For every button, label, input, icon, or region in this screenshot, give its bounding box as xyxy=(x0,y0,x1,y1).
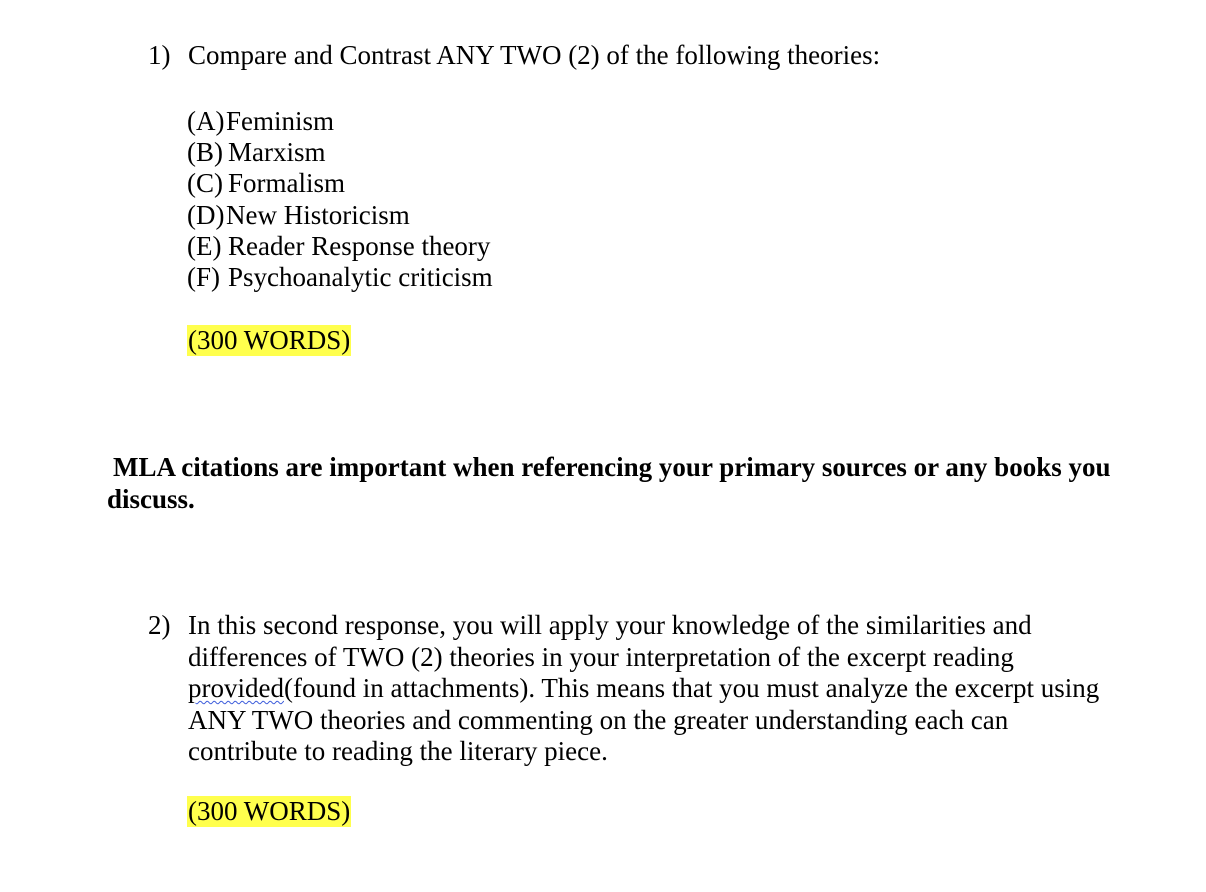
question-2-line-2: differences of TWO (2) theories in your interpretation of the excerpt reading xyxy=(188,641,1014,672)
spellcheck-flagged-word[interactable]: provided xyxy=(188,673,284,703)
question-2-line-1: In this second response, you will apply your knowledge of the similarities and xyxy=(188,610,1032,640)
question-2-word-count: (300 WORDS) xyxy=(188,796,351,826)
option-feminism xyxy=(187,106,493,137)
mla-note-line-2: discuss. xyxy=(107,484,195,514)
option-label: Psychoanalytic criticism xyxy=(228,261,493,292)
option-label: Marxism xyxy=(228,137,326,168)
option-letter: (E) xyxy=(187,230,222,261)
option-letter: (D) xyxy=(187,199,225,230)
option-letter: (F) xyxy=(187,261,220,292)
option-formalism xyxy=(187,168,493,199)
option-label: New Historicism xyxy=(226,199,410,230)
question-2-line-3 xyxy=(188,673,1128,705)
option-label: Reader Response theory xyxy=(228,230,491,261)
option-psychoanalytic xyxy=(187,262,493,293)
option-label: Feminism xyxy=(226,106,335,136)
option-label: Formalism xyxy=(228,168,346,199)
question-2-prompt xyxy=(188,610,1128,768)
question-2-number: 2) xyxy=(148,610,171,640)
question-2-line-4: ANY TWO theories and commenting on the greater understanding each can xyxy=(188,704,1009,735)
option-letter: (B) xyxy=(187,137,223,168)
option-new-historicism xyxy=(187,200,493,231)
question-1-word-count: (300 WORDS) xyxy=(188,325,351,355)
question-2-line-5: contribute to reading the literary piece. xyxy=(188,736,608,766)
option-reader-response xyxy=(187,231,493,262)
question-2-line-3-rest: (found in attachments). This means that you must analyze the excerpt using xyxy=(283,673,1100,703)
question-1-number: 1) xyxy=(148,40,171,70)
theory-options-list xyxy=(187,106,493,293)
question-1-prompt: Compare and Contrast ANY TWO (2) of the following theories: xyxy=(188,40,881,70)
option-letter: (C) xyxy=(187,168,223,199)
mla-citation-note xyxy=(107,451,1147,515)
mla-note-line-1: MLA citations are important when referencing your primary sources or any books you xyxy=(113,452,1111,482)
option-marxism xyxy=(187,137,493,168)
option-letter: (A) xyxy=(187,106,225,136)
